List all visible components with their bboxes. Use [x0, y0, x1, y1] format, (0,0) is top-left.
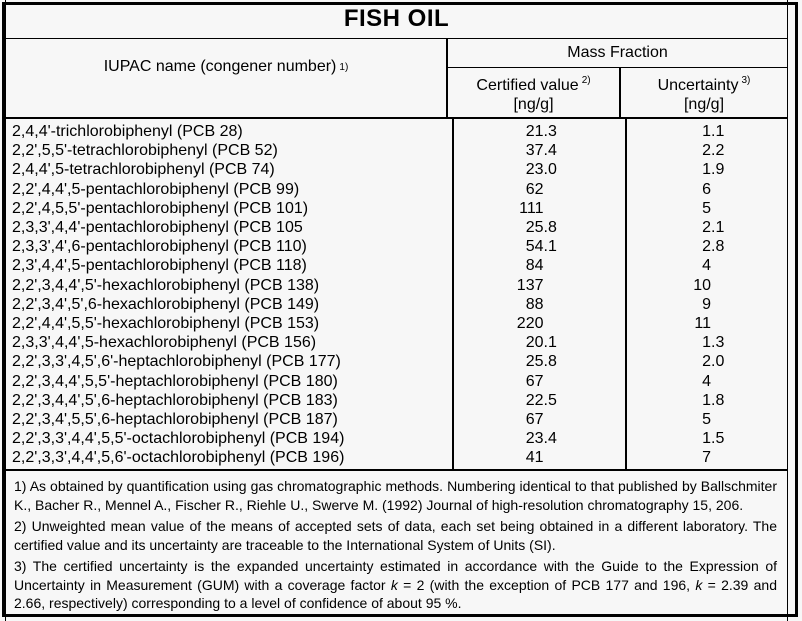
column-header-iupac-name: [6, 39, 448, 117]
certified-value: 88: [525, 295, 544, 313]
iupac-name: 2,2',3,4,4',5,5'-heptachlorobiphenyl (PCB 180): [12, 372, 338, 390]
certified-value: 23 .4: [525, 430, 557, 448]
certified-value: 54 .1: [525, 238, 557, 256]
certified-value-unit: [ng/g]: [513, 96, 554, 113]
iupac-name: 2,2',3,4',5',6-hexachlorobiphenyl (PCB 149): [12, 295, 320, 313]
uncertainty-value: 7: [702, 449, 711, 467]
uncertainty-value: 10: [693, 276, 711, 294]
iupac-name: 2,4,4',5-tetrachlorobiphenyl (PCB 74): [12, 161, 275, 179]
iupac-name: 2,4,4'-trichlorobiphenyl (PCB 28): [12, 123, 243, 140]
uncertainty-value: 4: [702, 257, 711, 275]
footnotes-section: [6, 471, 787, 621]
footnote-ref-2: 2): [581, 75, 591, 86]
uncertainty-column: [627, 119, 787, 469]
iupac-name: 2,2',3,4',5,5',6-heptachlorobiphenyl (PCB 187): [12, 411, 338, 429]
uncertainty-unit: [ng/g]: [683, 96, 725, 113]
uncertainty-value: 5: [702, 411, 711, 429]
uncertainty-value: 11: [694, 315, 711, 333]
iupac-name-column: [6, 119, 454, 469]
certified-value: 67: [525, 372, 544, 390]
iupac-name: 2,2',3,3',4,4',5,5'-octachlorobiphenyl (PCB 194): [12, 430, 345, 448]
uncertainty-value: 6: [702, 180, 711, 198]
uncertainty-value: 2 .1: [702, 219, 725, 237]
iupac-name: 2,2',3,4,4',5'-hexachlorobiphenyl (PCB 138): [12, 276, 320, 294]
iupac-name: 2,3,3',4,4',5-hexachlorobiphenyl (PCB 156): [12, 334, 317, 352]
table-body: [6, 119, 787, 471]
footnote-2: 2) Unweighted mean value of the means of accepted sets of data, each set being obtained in a different laboratory. The certified value and its uncertainty are traceable to the International System of Units (SI).: [14, 518, 777, 553]
uncertainty-value: 1 .8: [702, 391, 725, 409]
mass-fraction-label: Mass Fraction: [567, 44, 668, 61]
uncertainty-value: 2 .8: [702, 238, 725, 256]
iupac-header-label: IUPAC name (congener number): [103, 58, 337, 75]
certified-value: 23 .0: [525, 161, 557, 179]
uncertainty-value: 4: [702, 372, 711, 390]
certified-value: 111: [519, 199, 544, 217]
certified-value: 220: [516, 315, 544, 333]
certified-value: 67: [525, 411, 544, 429]
mass-fraction-header-group: [448, 39, 787, 117]
certified-value: 22 .5: [525, 391, 557, 409]
uncertainty-value: 5: [702, 199, 711, 217]
column-header-uncertainty: [621, 68, 787, 117]
certified-value: 37 .4: [525, 142, 557, 160]
footnote-1: 1) As obtained by quantification using gas chromatographic methods. Numbering identical to that published by Ballschmiter K., Bacher R., Mennel A., Fischer R., Riehle U., Swerve M. (1992) Journal of high-resolution chromatography 15, 206.: [14, 478, 777, 513]
iupac-name: 2,2',3,3',4,5',6'-heptachlorobiphenyl (PCB 177): [12, 353, 341, 371]
uncertainty-value: 1 .9: [702, 161, 725, 179]
certified-value: 137: [516, 276, 544, 294]
iupac-name: 2,3,3',4',6-pentachlorobiphenyl (PCB 110): [12, 238, 307, 256]
iupac-name: 2,2',4,5,5'-pentachlorobiphenyl (PCB 101): [12, 199, 309, 217]
iupac-name: 2,2',4,4',5,5'-hexachlorobiphenyl (PCB 153): [12, 315, 320, 333]
uncertainty-value: 2 .2: [702, 142, 725, 160]
table-title-row: [6, 0, 787, 39]
certified-value: 84: [525, 257, 544, 275]
table-header: [6, 39, 787, 119]
certified-value: 21 .3: [525, 123, 557, 140]
footnote-ref-1: 1): [339, 61, 349, 73]
certified-value-label: Certified value $^{2)}$: [476, 75, 591, 94]
column-header-certified-value: [448, 68, 621, 117]
iupac-name: 2,3',4,4',5-pentachlorobiphenyl (PCB 118): [12, 257, 307, 275]
footnote-3: 3) The certified uncertainty is the expanded uncertainty estimated in accordance with the Guide to the Expression of Uncertainty in Measurement (GUM) with a coverage factor k = 2 (with the exception of PCB 177 and 196, k = 2.39 and 2.66, respectively) corresponding to a level of confidence of about 95 %.: [14, 558, 777, 611]
footnote-ref-3: 3): [741, 75, 751, 86]
certified-value: 62: [525, 180, 544, 198]
uncertainty-value: 1 .1: [702, 123, 725, 140]
certified-value: 20 .1: [525, 334, 557, 352]
iupac-name: 2,2',5,5'-tetrachlorobiphenyl (PCB 52): [12, 142, 278, 160]
column-group-header-mass-fraction: [448, 39, 787, 68]
uncertainty-value: 2 .0: [702, 353, 725, 371]
sub-header-row: [448, 68, 787, 117]
page-title: FISH OIL: [343, 5, 450, 32]
certified-value: 41: [525, 449, 544, 467]
uncertainty-value: 9: [702, 295, 711, 313]
uncertainty-value: 1 .5: [702, 430, 725, 448]
uncertainty-value: 1 .3: [702, 334, 725, 352]
uncertainty-label: Uncertainty $^{3)}$: [657, 75, 751, 94]
iupac-name: 2,3,3',4,4'-pentachlorobiphenyl (PCB 105: [12, 219, 303, 237]
certified-value-column: [454, 119, 627, 469]
certificate-table: [5, 0, 788, 621]
certified-value: 25 .8: [525, 219, 557, 237]
iupac-name: 2,2',3,4,4',5',6-heptachlorobiphenyl (PCB 183): [12, 391, 338, 409]
iupac-name: 2,2',3,3',4,4',5,6'-octachlorobiphenyl (PCB 196): [12, 449, 345, 467]
iupac-name: 2,2',4,4',5-pentachlorobiphenyl (PCB 99): [12, 180, 300, 198]
certified-value: 25 .8: [525, 353, 557, 371]
